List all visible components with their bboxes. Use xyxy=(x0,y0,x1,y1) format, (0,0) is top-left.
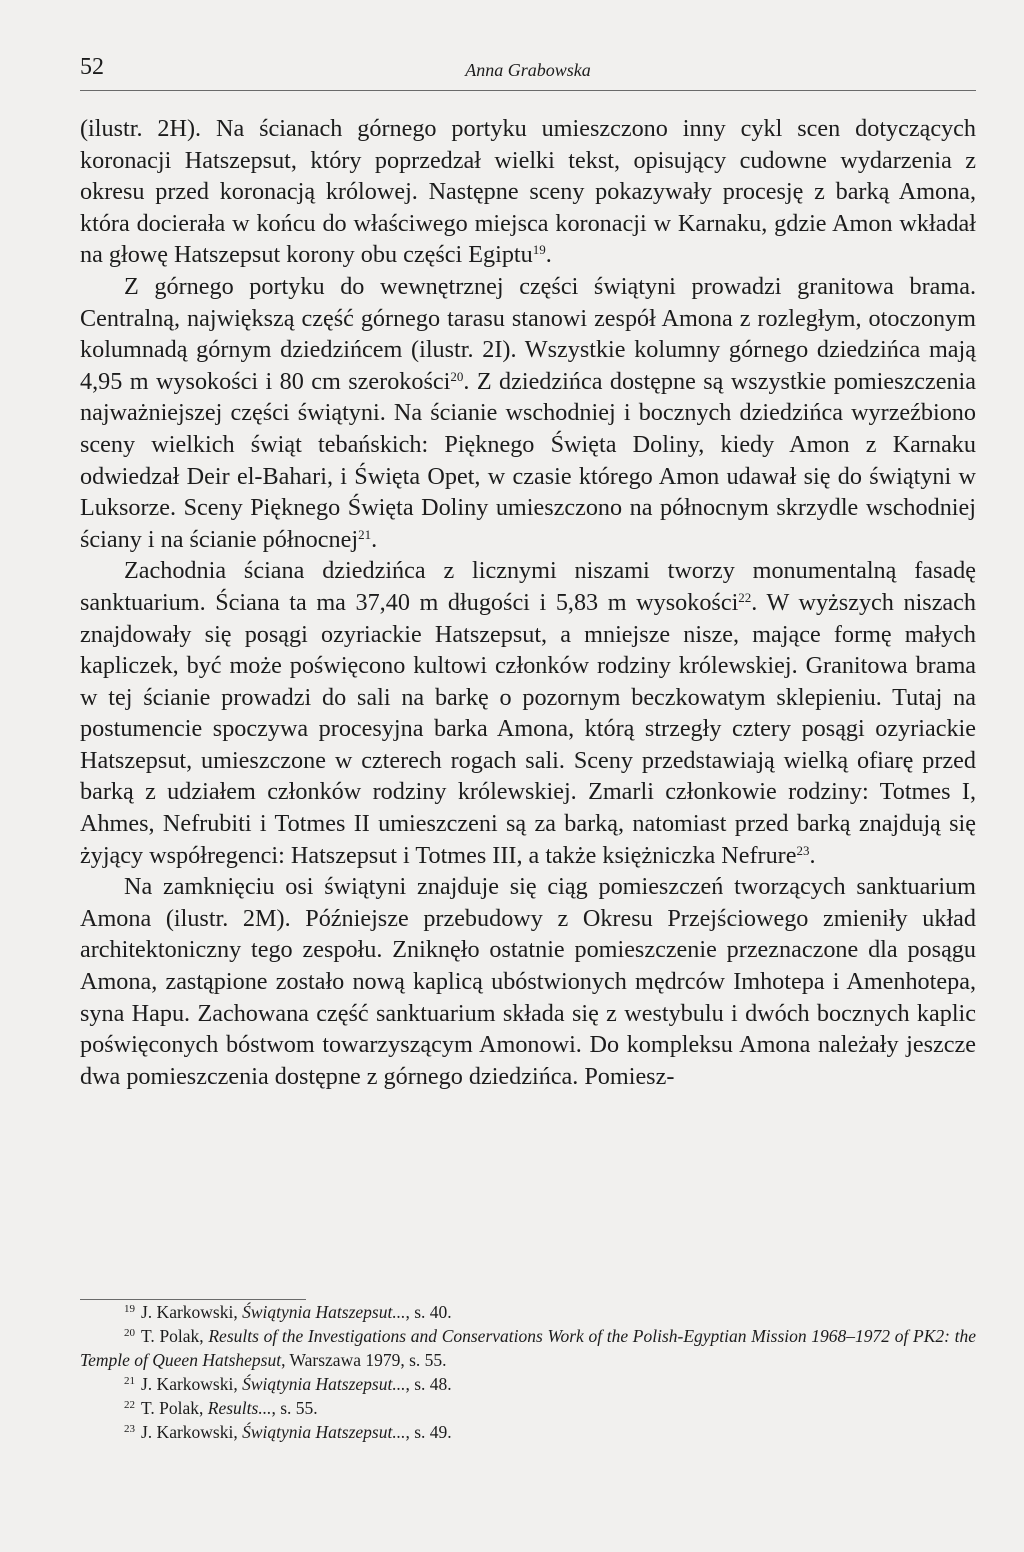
footnote-title: Świątynia Hatszepsut... xyxy=(242,1302,406,1322)
footnote-23 xyxy=(80,1420,976,1444)
paragraph-text: (ilustr. 2H). Na ścianach górnego portyku umieszczono inny cykl scen dotyczących koronacji Hatszepsut, który poprzedzał wielki tekst, opisujący cudowne wydarzenia z okresu przed koronacją królowej. Następne sceny pokazywały procesję z barką Amona, która docierała w końcu do właściwego miejsca koronacji w Karnaku, gdzie Amon wkładał na głowę Hatszepsut korony obu części Egiptu xyxy=(80,115,976,269)
body-text xyxy=(80,113,976,1092)
paragraph-p1 xyxy=(80,113,976,271)
footnote-title: Świątynia Hatszepsut... xyxy=(242,1422,406,1442)
footnote-text: , s. 48. xyxy=(405,1374,452,1394)
footnote-number: 20 xyxy=(124,1327,135,1339)
footnote-text: , s. 40. xyxy=(405,1302,452,1322)
footnote-22 xyxy=(80,1396,976,1420)
footnote-title: Results... xyxy=(207,1398,272,1418)
paragraph-text: . xyxy=(809,841,816,869)
paragraph-text: Zachodnia ściana dziedzińca z licznymi niszami tworzy monumentalną fasadę sanktuarium. Ściana ta ma 37,40 m długości i 5,83 m wysokości xyxy=(80,557,976,616)
running-head-author: Anna Grabowska xyxy=(465,60,591,80)
page-number: 52 xyxy=(80,54,104,80)
footnote-reference: 20 xyxy=(450,368,464,384)
paragraph-text: . xyxy=(545,241,552,269)
footnote-text: J. Karkowski, xyxy=(141,1302,243,1322)
footnote-19 xyxy=(80,1300,976,1324)
footnote-reference: 21 xyxy=(358,526,372,542)
footnote-text: J. Karkowski, xyxy=(141,1422,243,1442)
footnote-text: J. Karkowski, xyxy=(141,1374,243,1394)
footnote-text: T. Polak, xyxy=(141,1326,209,1346)
footnote-text: , s. 55. xyxy=(271,1398,318,1418)
footnote-number: 22 xyxy=(124,1399,135,1411)
footnote-reference: 22 xyxy=(738,589,752,605)
footnote-21 xyxy=(80,1372,976,1396)
paragraph-text: . xyxy=(371,525,378,553)
paragraph-p2 xyxy=(80,271,976,555)
footnote-text: , s. 49. xyxy=(405,1422,452,1442)
page-header xyxy=(80,50,976,91)
footnote-reference: 19 xyxy=(532,242,546,258)
footnote-reference: 23 xyxy=(796,842,810,858)
footnote-text: T. Polak, xyxy=(141,1398,208,1418)
paragraph-p3 xyxy=(80,555,976,871)
footnote-text: , Warszawa 1979, s. 55. xyxy=(281,1350,447,1370)
footnote-20 xyxy=(80,1324,976,1372)
paragraph-text: . W wyższych niszach znajdowały się posągi ozyriackie Hatszepsut, a mniejsze nisze, mające formę małych kapliczek, być może poświęcono kultowi członków rodziny królewskiej. Granitowa brama w tej ścianie prowadzi do sali na barkę o pozornym beczkowatym sklepieniu. Tutaj na postumencie spoczywa procesyjna barka Amona, którą strzegły cztery posągi ozyriackie Hatszepsut, umieszczone w czterech rogach sali. Sceny przedstawiają wielką ofiarę przed barką z udziałem członków rodziny królewskiej. Zmarli członkowie rodziny: Totmes I, Ahmes, Nefrubiti i Totmes II umieszczeni są za barką, natomiast przed barką znajdują się żyjący współregenci: Hatszepsut i Totmes III, a także księżniczka Nefrure xyxy=(80,588,976,869)
footnotes xyxy=(80,1300,976,1444)
footnote-title: Results of the Investigations and Conservations Work of the Polish-Egyptian Mission 1968–1972 of PK2: the Temple of Queen Hatshepsut xyxy=(80,1326,976,1370)
paragraph-text: Z górnego portyku do wewnętrznej części świątyni prowadzi granitowa brama. Centralną, największą część górnego tarasu stanowi zespół Amona z rozległym, otoczonym kolumnadą górnym dziedzińcem (ilustr. 2I). Wszystkie kolumny górnego dziedzińca mają 4,95 m wysokości i 80 cm szerokości xyxy=(80,272,976,395)
footnote-number: 19 xyxy=(124,1303,135,1315)
footnote-number: 21 xyxy=(124,1375,135,1387)
footnote-number: 23 xyxy=(124,1423,135,1435)
footnote-title: Świątynia Hatszepsut... xyxy=(242,1374,406,1394)
paragraph-text: . Z dziedzińca dostępne są wszystkie pomieszczenia najważniejszej części świątyni. Na ścianie wschodniej i bocznych dziedzińca wyrzeźbiono sceny wielkich świąt tebańskich: Pięknego Święta Doliny, kiedy Amon z Karnaku odwiedzał Deir el-Bahari, i Święta Opet, w czasie którego Amon udawał się do świątyni w Luksorze. Sceny Pięknego Święta Doliny umieszczono na północnym skrzydle wschodniej ściany i na ścianie północnej xyxy=(80,367,976,553)
paragraph-text: Na zamknięciu osi świątyni znajduje się ciąg pomieszczeń tworzących sanktuarium Amona (ilustr. 2M). Późniejsze przebudowy z Okresu Przejściowego zmieniły układ architektoniczny tego zespołu. Zniknęło ostatnie pomieszczenie przeznaczone dla posągu Amona, zastąpione zostało nową kaplicą ubóstwionych mędrców Imhotepa i Amenhotepa, syna Hapu. Zachowana część sanktuarium składa się z westybulu i dwóch bocznych kaplic poświęconych bóstwom towarzyszącym Amonowi. Do kompleksu Amona należały jeszcze dwa pomieszczenia dostępne z górnego dziedzińca. Pomiesz- xyxy=(80,873,976,1090)
paragraph-p4 xyxy=(80,871,976,1092)
